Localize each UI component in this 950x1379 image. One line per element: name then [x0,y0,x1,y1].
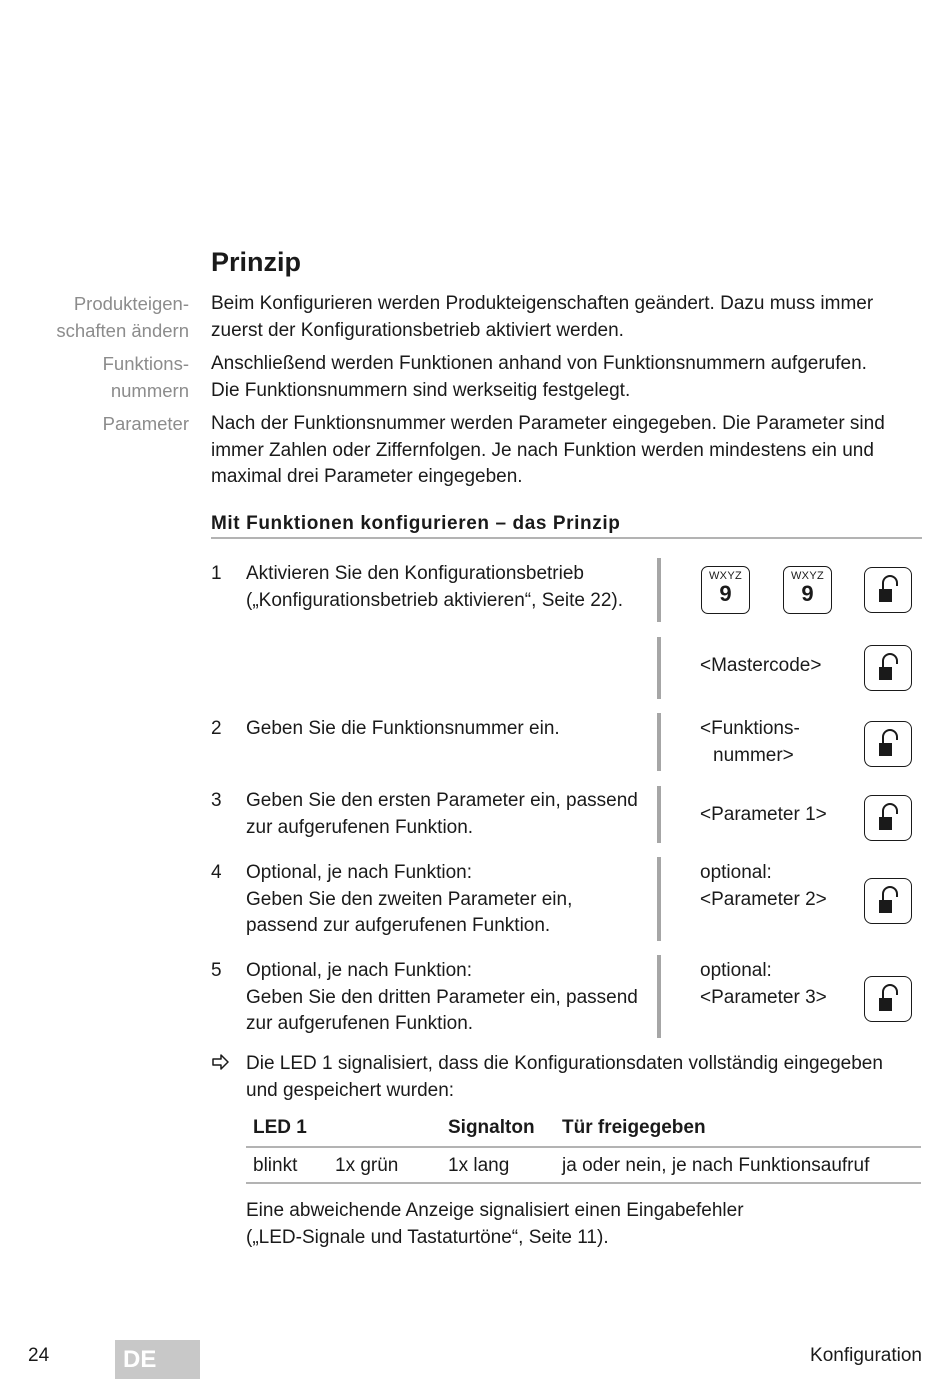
unlock-key-icon [877,653,901,683]
step-divider [657,637,661,699]
keypad-9-key: WXYZ 9 [701,566,750,614]
step-number: 4 [211,862,222,883]
parameter-1-label: <Parameter 1> [700,804,827,825]
subheading-divider [211,537,922,539]
function-number-label: <Funktions- nummer> [700,718,800,766]
step-divider [657,713,661,771]
language-badge: DE [115,1340,200,1379]
step-divider [657,558,661,622]
keypad-9-key: WXYZ 9 [783,566,832,614]
table-cell: 1x lang [448,1155,510,1176]
unlock-key [864,795,912,841]
unlock-key-icon [877,984,901,1014]
section-name: Konfiguration [810,1345,922,1366]
paragraph-product-properties: Beim Konfigurieren werden Produkteigenschaften geändert. Dazu muss immer zuerst der Konfigurationsbetrieb aktiviert werden. [211,293,874,341]
step-divider [657,857,661,941]
paragraph-parameters: Nach der Funktionsnummer werden Parameter eingegeben. Die Parameter sind immer Zahlen oder Ziffernfolgen. Je nach Funktion werden mindestens ein und maximal drei Parameter eingegeben. [211,413,885,487]
step-text: Optional, je nach Funktion: Geben Sie den dritten Parameter ein, passend zur aufgerufenen Funktion. [246,960,638,1034]
mastercode-label: <Mastercode> [700,655,822,676]
table-header: LED 1 [253,1117,307,1138]
step-text: Aktivieren Sie den Konfigurationsbetrieb („Konfigurationsbetrieb aktivieren“, Seite 22). [246,563,624,611]
step-divider [657,786,661,843]
step-text: Geben Sie die Funktionsnummer ein. [246,718,560,739]
unlock-key-icon [877,886,901,916]
unlock-key [864,645,912,691]
error-note: Eine abweichende Anzeige signalisiert einen Eingabefehler („LED-Signale und Tastaturtöne“, Seite 11). [246,1200,744,1248]
step-number: 2 [211,718,222,739]
table-cell: blinkt [253,1155,298,1176]
paragraph-function-numbers: Anschließend werden Funktionen anhand von Funktionsnummern aufgerufen. Die Funktionsnummern sind werkseitig festgelegt. [211,353,867,401]
unlock-key [864,567,912,613]
unlock-key-icon [877,729,901,759]
unlock-key [864,721,912,767]
unlock-key-icon [877,575,901,605]
table-header: Signalton [448,1117,535,1138]
step-text: Geben Sie den ersten Parameter ein, passend zur aufgerufenen Funktion. [246,790,638,838]
margin-note-function: Funktions- nummern [102,353,189,401]
unlock-key [864,878,912,924]
step-number: 1 [211,563,222,584]
table-cell: ja oder nein, je nach Funktionsaufruf [562,1155,870,1176]
unlock-key [864,976,912,1022]
margin-note-product: Produkteigen- schaften ändern [56,293,189,341]
table-header-divider [246,1146,921,1148]
margin-note-parameter: Parameter [102,413,189,434]
page-number: 24 [28,1345,50,1366]
parameter-2-label: optional: <Parameter 2> [700,862,827,910]
step-number: 5 [211,960,222,981]
step-divider [657,955,661,1038]
result-text: Die LED 1 signalisiert, dass die Konfigurationsdaten vollständig eingegeben und gespeichert wurden: [246,1053,883,1101]
parameter-3-label: optional: <Parameter 3> [700,960,827,1008]
unlock-key-icon [877,803,901,833]
section-subheading: Mit Funktionen konfigurieren – das Prinzip [211,513,621,534]
arrow-right-icon [212,1054,230,1070]
step-number: 3 [211,790,222,811]
page-title: Prinzip [211,247,302,277]
step-text: Optional, je nach Funktion: Geben Sie den zweiten Parameter ein, passend zur aufgerufenen Funktion. [246,862,573,936]
table-header: Tür freigegeben [562,1117,706,1138]
table-cell: 1x grün [335,1155,399,1176]
table-bottom-divider [246,1182,921,1184]
